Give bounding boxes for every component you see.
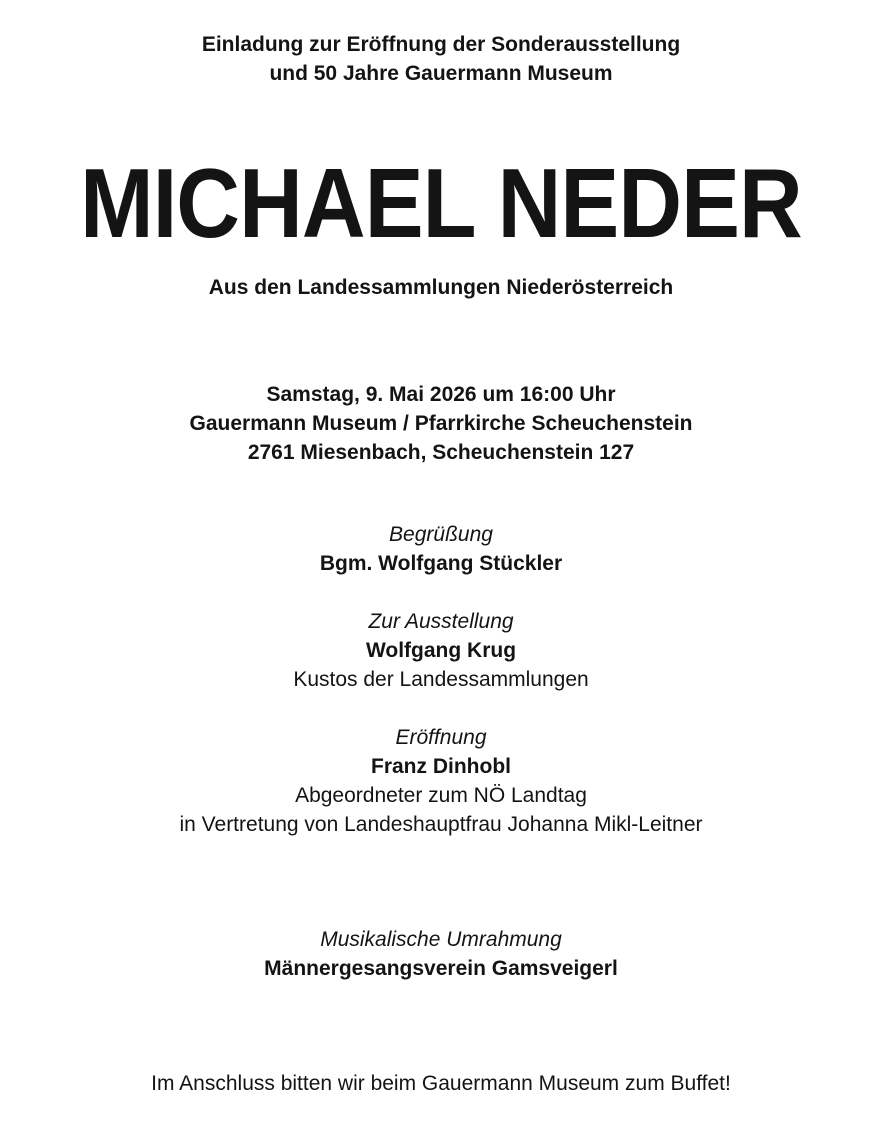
subtitle: Aus den Landessammlungen Niederösterreich bbox=[208, 276, 674, 299]
event-venue: Gauermann Museum / Pfarrkirche Scheuchenstein bbox=[189, 412, 693, 435]
footer-note: Im Anschluss bitten wir beim Gauermann Museum zum Buffet! bbox=[151, 1072, 731, 1095]
header-line-1: Einladung zur Eröffnung der Sonderausstellung bbox=[201, 33, 681, 56]
opening-heading: Eröffnung bbox=[395, 726, 487, 749]
event-date: Samstag, 9. Mai 2026 um 16:00 Uhr bbox=[266, 383, 616, 406]
music-heading: Musikalische Umrahmung bbox=[320, 928, 562, 951]
opening-note: in Vertretung von Landeshauptfrau Johanna Mikl-Leitner bbox=[179, 813, 703, 836]
opening-name: Franz Dinhobl bbox=[371, 755, 511, 778]
header-line-2: und 50 Jahre Gauermann Museum bbox=[269, 62, 613, 85]
opening-role: Abgeordneter zum NÖ Landtag bbox=[295, 784, 587, 807]
greeting-name: Bgm. Wolfgang Stückler bbox=[319, 552, 563, 575]
greeting-heading: Begrüßung bbox=[389, 523, 493, 546]
exhibition-role: Kustos der Landessammlungen bbox=[293, 668, 589, 691]
page-title: MICHAEL NEDER bbox=[80, 148, 802, 258]
event-address: 2761 Miesenbach, Scheuchenstein 127 bbox=[247, 441, 635, 464]
exhibition-name: Wolfgang Krug bbox=[365, 639, 517, 662]
music-name: Männergesangsverein Gamsveigerl bbox=[264, 957, 618, 980]
exhibition-heading: Zur Ausstellung bbox=[368, 610, 514, 633]
